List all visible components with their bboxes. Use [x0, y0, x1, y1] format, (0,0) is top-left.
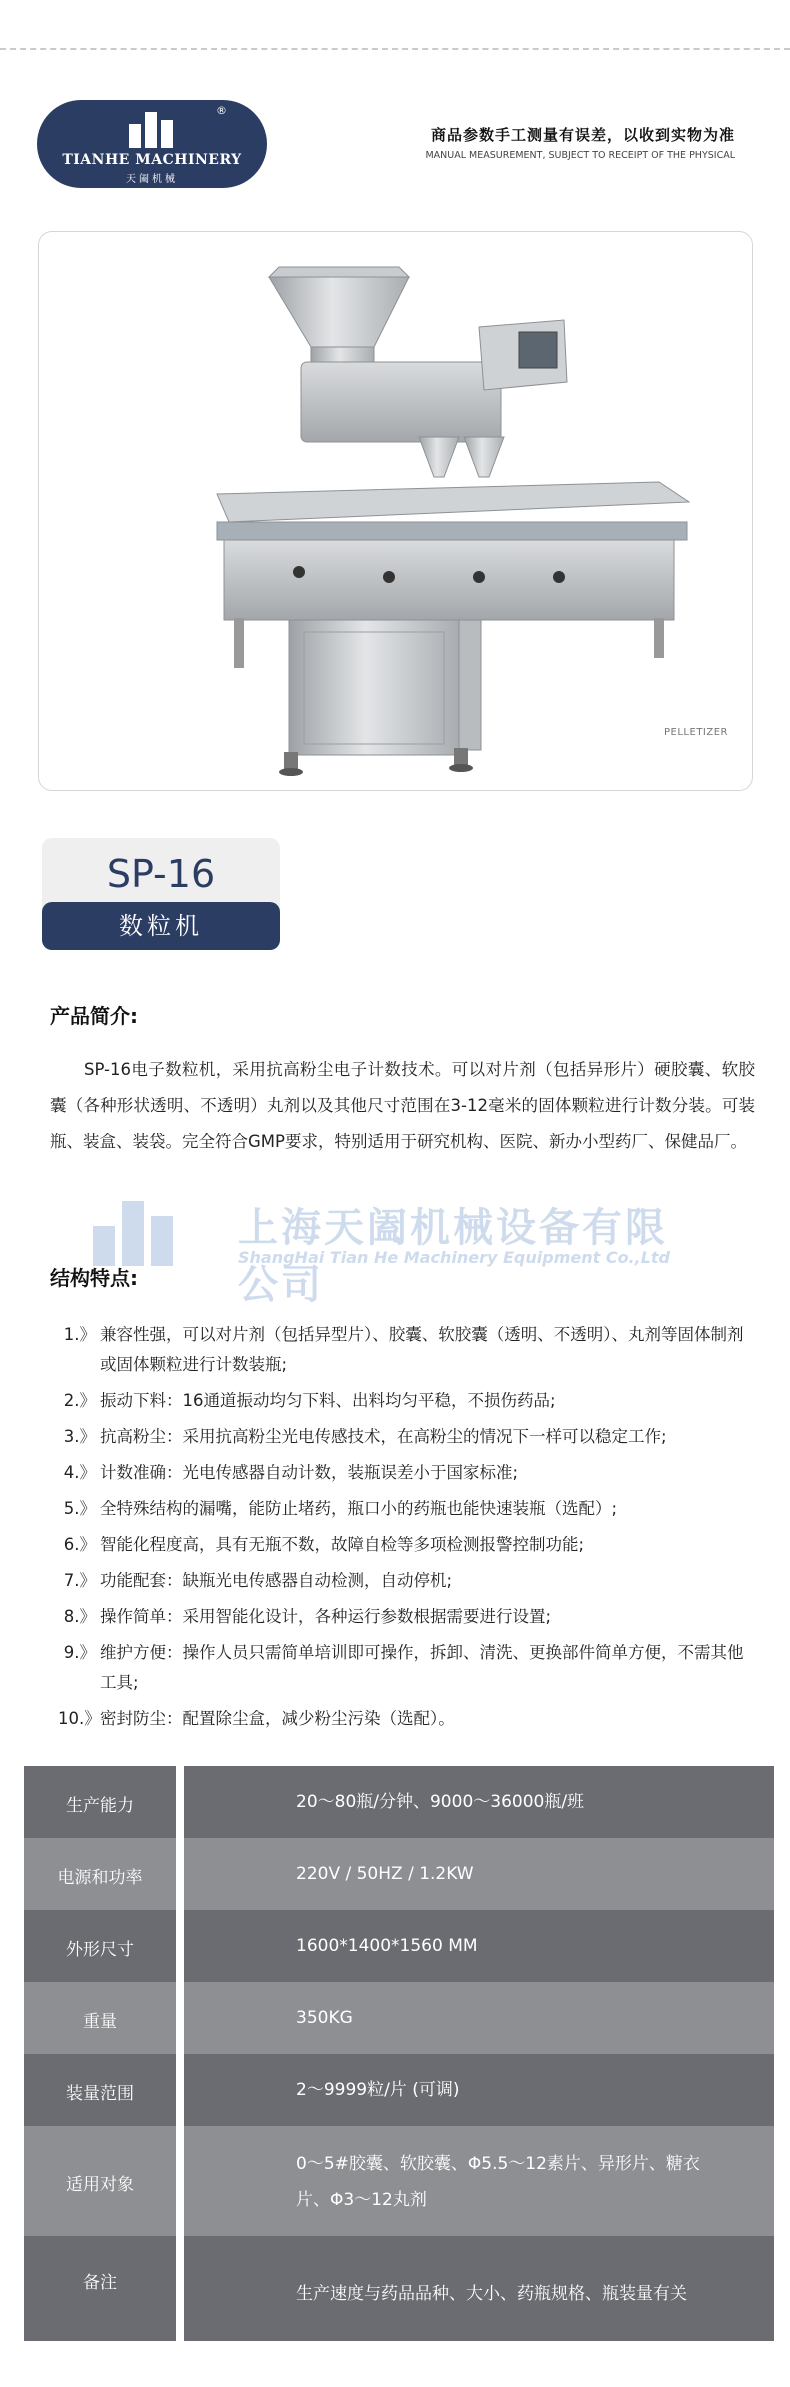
brand-logo [37, 100, 267, 188]
spec-value: 220V / 50HZ / 1.2KW [296, 1864, 474, 1884]
measurement-notice-cn: 商品参数手工测量有误差，以收到实物为准 [430, 126, 735, 144]
model-name: SP-16 [106, 852, 216, 896]
top-dashed-divider [0, 48, 790, 50]
features-list [58, 1320, 768, 1734]
intro-text: SP-16电子数粒机，采用抗高粉尘电子计数技术。可以对片剂（包括异形片）硬胶囊、软胶囊（各种形状透明、不透明）丸剂以及其他尺寸范围在3-12毫米的固体颗粒进行计数分装。可装瓶、装盒、装袋。完全符合GMP要求，特别适用于研究机构、医院、新办小型药厂、保健品厂。 [50, 1060, 755, 1151]
spec-key: 装量范围 [66, 2084, 134, 2104]
features-title: 结构特点: [50, 1266, 138, 1290]
brand-name-cn: 天阖机械 [126, 174, 178, 185]
spec-key: 重量 [83, 2012, 117, 2032]
counting-machine-illustration [39, 232, 753, 791]
feature-item: 9.》 维护方便：操作人员只需简单培训即可操作，拆卸、清洗、更换部件简单方便，不需其他工具; [63, 1643, 744, 1692]
spec-value: 1600*1400*1560 MM [296, 1936, 478, 1956]
spec-key: 备注 [83, 2273, 117, 2293]
feature-item: 2.》 振动下料：16通道振动均匀下料、出料均匀平稳，不损伤药品; [63, 1391, 556, 1410]
feature-item: 3.》 抗高粉尘：采用抗高粉尘光电传感技术，在高粉尘的情况下一样可以稳定工作; [63, 1427, 667, 1446]
spec-value: 生产速度与药品品种、大小、药瓶规格、瓶装量有关 [296, 2284, 687, 2304]
feature-item: 10.》 密封防尘：配置除尘盒，减少粉尘污染（选配）。 [58, 1709, 455, 1728]
spec-row [24, 2054, 774, 2126]
spec-table [24, 1766, 774, 2341]
measurement-notice-en: MANUAL MEASUREMENT, SUBJECT TO RECEIPT OF THE PHYSICAL [425, 150, 735, 161]
spec-column-divider [176, 1766, 184, 2341]
spec-value: 2～9999粒/片 (可调) [296, 2080, 460, 2100]
company-watermark [88, 1188, 708, 1308]
spec-key: 生产能力 [66, 1796, 134, 1816]
watermark-company-en: ShangHai Tian He Machinery Equipment Co.,Ltd [238, 1248, 671, 1267]
product-name: 数粒机 [42, 902, 280, 950]
spec-key: 外形尺寸 [66, 1940, 134, 1960]
product-photo-frame [38, 231, 753, 791]
brand-name-en: TIANHE MACHINERY [62, 152, 242, 168]
feature-item: 4.》 计数准确：光电传感器自动计数，装瓶误差小于国家标准; [63, 1463, 519, 1482]
logo-bars-icon [129, 112, 175, 148]
registered-mark: ® [216, 104, 227, 117]
spec-row [24, 1910, 774, 1982]
spec-row [24, 1982, 774, 2054]
feature-item: 7.》 功能配套：缺瓶光电传感器自动检测，自动停机; [63, 1571, 453, 1590]
feature-item: 8.》 操作简单：采用智能化设计，各种运行参数根据需要进行设置; [63, 1607, 552, 1626]
watermark-logo-icon [88, 1196, 178, 1266]
spec-key: 电源和功率 [57, 1868, 143, 1888]
watermark-company-cn: 上海天阖机械设备有限公司 [238, 1205, 668, 1308]
intro-title: 产品简介: [50, 1004, 138, 1028]
feature-item: 1.》 兼容性强，可以对片剂（包括异型片）、胶囊、软胶囊（透明、不透明）、丸剂等固体制剂或固体颗粒进行计数装瓶; [63, 1325, 744, 1374]
feature-item: 6.》 智能化程度高，具有无瓶不数，故障自检等多项检测报警控制功能; [63, 1535, 585, 1554]
spec-row [24, 1766, 774, 1838]
spec-value: 20～80瓶/分钟、9000～36000瓶/班 [296, 1792, 585, 1812]
spec-row [24, 1838, 774, 1910]
spec-key: 适用对象 [66, 2175, 134, 2195]
spec-value: 0～5#胶囊、软胶囊、Φ5.5～12素片、异形片、糖衣片、Φ3～12丸剂 [296, 2154, 700, 2210]
model-card [42, 838, 280, 950]
photo-caption: PELLETIZER [664, 727, 728, 738]
spec-row [24, 2126, 774, 2236]
spec-row [24, 2236, 774, 2341]
spec-value: 350KG [296, 2008, 353, 2028]
feature-item: 5.》 全特殊结构的漏嘴，能防止堵药，瓶口小的药瓶也能快速装瓶（选配）; [63, 1499, 618, 1518]
